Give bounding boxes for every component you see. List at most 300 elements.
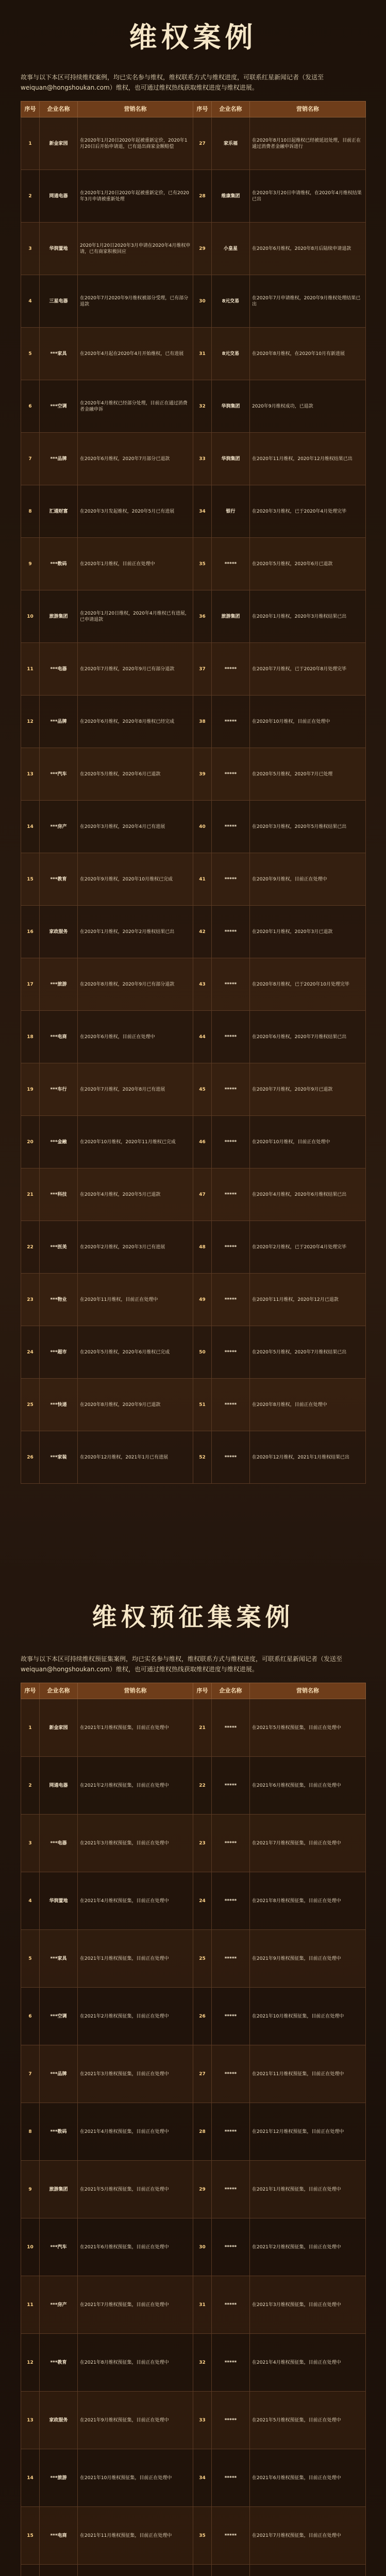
- case-detail: 在2021年9月维权预征集，目前正在处理中: [250, 1930, 366, 1988]
- table-row: [21, 433, 366, 485]
- company-name: 新金家园: [40, 117, 78, 170]
- case-detail: 在2020年1月20日维权，2020年4月维权已有进展，已申请退款: [78, 590, 193, 643]
- row-number: 44: [193, 1011, 212, 1063]
- company-name: *****: [212, 643, 250, 696]
- company-name: 旅游集团: [40, 2161, 78, 2218]
- case-detail: 在2020年3月维权，2020年4月已有进展: [78, 801, 193, 853]
- company-name: 家政服务: [40, 906, 78, 958]
- case-detail: 在2021年7月维权预征集，目前正在处理中: [78, 2276, 193, 2334]
- company-name: *****: [212, 1168, 250, 1221]
- company-name: *****: [212, 1872, 250, 1930]
- table-row: [21, 2218, 366, 2276]
- row-number: 35: [193, 538, 212, 590]
- case-detail: 在2020年7月2020年9月维权被部分受理，已有部分退款: [78, 275, 193, 328]
- case-detail: 在2020年4月起在2020年4月开始维权，已有进展: [78, 328, 193, 380]
- row-number: 7: [21, 433, 40, 485]
- company-name: ***超市: [40, 1326, 78, 1379]
- table-row: [21, 1988, 366, 2045]
- row-number: 22: [21, 1221, 40, 1274]
- table-row: [21, 1011, 366, 1063]
- table-row: [21, 2045, 366, 2103]
- table-row: [21, 2392, 366, 2449]
- company-name: 华润集团: [212, 380, 250, 433]
- row-number: 11: [21, 2276, 40, 2334]
- company-name: *****: [212, 2392, 250, 2449]
- company-name: *****: [212, 1431, 250, 1484]
- row-number: 2: [21, 1757, 40, 1815]
- company-name: 华润置地: [40, 223, 78, 275]
- row-number: 14: [21, 801, 40, 853]
- row-number: 37: [193, 643, 212, 696]
- section1-title: 维权案例: [129, 21, 257, 54]
- table-row: [21, 1274, 366, 1326]
- row-number: 8: [21, 485, 40, 538]
- row-number: 1: [21, 1699, 40, 1757]
- row-number: 32: [193, 380, 212, 433]
- row-number: 14: [21, 2449, 40, 2507]
- company-name: ***快递: [40, 1379, 78, 1431]
- company-name: *****: [212, 1815, 250, 1872]
- case-detail: 在2021年1月维权预征集，目前正在处理中: [250, 2161, 366, 2218]
- company-name: ***家装: [40, 1431, 78, 1484]
- company-name: *****: [212, 1011, 250, 1063]
- table-row: [21, 801, 366, 853]
- case-detail: 在2020年1月20日2020年起被重新定价，已有2020年3月申请被重新处理: [78, 170, 193, 223]
- row-number: 48: [193, 1221, 212, 1274]
- table-row: [21, 2565, 366, 2576]
- header-cell: 营销名称: [250, 1683, 366, 1699]
- table-row: [21, 2103, 366, 2161]
- row-number: 7: [21, 2045, 40, 2103]
- company-name: *****: [212, 1274, 250, 1326]
- row-number: 5: [21, 1930, 40, 1988]
- company-name: ***房产: [40, 2276, 78, 2334]
- case-detail: 在2020年8月维权，2020年9月已退款: [78, 1379, 193, 1431]
- case-detail: 在2021年8月维权预征集，目前正在处理中: [78, 2334, 193, 2392]
- row-number: 45: [193, 1063, 212, 1116]
- company-name: ***教育: [40, 853, 78, 906]
- company-name: *****: [212, 2161, 250, 2218]
- case-detail: 在2020年3月发起维权，2020年5月已有进展: [78, 485, 193, 538]
- row-number: 8: [21, 2103, 40, 2161]
- section2-title: 维权预征集案例: [92, 1603, 294, 1632]
- table-row: [21, 1116, 366, 1168]
- company-name: ***房产: [40, 801, 78, 853]
- row-number: 19: [21, 1063, 40, 1116]
- company-name: 8元交易: [212, 328, 250, 380]
- row-number: 17: [21, 958, 40, 1011]
- company-name: ***车行: [40, 1063, 78, 1116]
- row-number: 47: [193, 1168, 212, 1221]
- row-number: 49: [193, 1274, 212, 1326]
- case-detail: 在2020年6月维权，目前正在处理中: [78, 1011, 193, 1063]
- case-detail: 在2020年1月20日2020年起被重新定价，2020年1月20日后开始申请退，已有退出商家金额赔偿: [78, 117, 193, 170]
- table-row: [21, 117, 366, 170]
- case-detail: 在2020年7月维权，2020年9月已有部分退款: [78, 643, 193, 696]
- row-number: 27: [193, 2045, 212, 2103]
- company-name: ***空调: [40, 1988, 78, 2045]
- company-name: *****: [212, 2103, 250, 2161]
- table-row: [21, 906, 366, 958]
- row-number: 28: [193, 170, 212, 223]
- case-detail: 在2021年9月维权预征集，目前正在处理中: [78, 2392, 193, 2449]
- company-name: *****: [212, 801, 250, 853]
- table-row: [21, 2334, 366, 2392]
- company-name: ***家具: [40, 328, 78, 380]
- company-name: *****: [212, 2045, 250, 2103]
- company-name: [212, 2565, 250, 2576]
- row-number: 21: [193, 1699, 212, 1757]
- table-row: [21, 538, 366, 590]
- company-name: ***旅游: [40, 2449, 78, 2507]
- case-detail: 2020年1月20日2020年3月申请在2020年4月维权申请，已有商家积极回应: [78, 223, 193, 275]
- company-name: 三星电器: [40, 275, 78, 328]
- case-detail: 在2021年7月维权预征集，目前正在处理中: [250, 2507, 366, 2565]
- section2-table: [21, 1683, 366, 2576]
- table-row: [21, 2276, 366, 2334]
- table-row: [21, 590, 366, 643]
- case-detail: 在2020年1月维权，目前正在处理中: [78, 538, 193, 590]
- case-detail: 在2021年4月维权预征集，目前正在处理中: [250, 2334, 366, 2392]
- table-row: [21, 1930, 366, 1988]
- row-number: 38: [193, 696, 212, 748]
- company-name: ***品牌: [40, 696, 78, 748]
- table-row: [21, 328, 366, 380]
- case-detail: 在2020年10月维权，目前正在处理中: [250, 696, 366, 748]
- case-detail: 在2020年5月维权，2020年6月已退款: [250, 538, 366, 590]
- table-row: [21, 1063, 366, 1116]
- row-number: 20: [21, 1116, 40, 1168]
- case-detail: 在2021年6月维权预征集，目前正在处理中: [250, 2449, 366, 2507]
- case-detail: 在2020年8月维权，在2020年10月有新进展: [250, 328, 366, 380]
- case-detail: 在2020年7月维权，2020年8月已有进展: [78, 1063, 193, 1116]
- case-detail: 在2020年1月维权，2020年3月已退款: [250, 906, 366, 958]
- company-name: 华润集团: [212, 433, 250, 485]
- company-name: ***物业: [40, 1274, 78, 1326]
- row-number: 3: [21, 223, 40, 275]
- case-detail: [78, 2565, 193, 2576]
- company-name: ***品牌: [40, 2045, 78, 2103]
- company-name: *****: [212, 748, 250, 801]
- company-name: ***电器: [40, 643, 78, 696]
- case-detail: 在2021年1月维权预征集，目前正在处理中: [78, 1699, 193, 1757]
- table-row: [21, 748, 366, 801]
- company-name: *****: [212, 1379, 250, 1431]
- row-number: 13: [21, 748, 40, 801]
- company-name: ***金融: [40, 1116, 78, 1168]
- case-detail: 在2020年9月维权，2020年10月维权已完成: [78, 853, 193, 906]
- case-detail: 在2020年8月维权，目前正在处理中: [250, 1379, 366, 1431]
- case-detail: 在2021年2月维权预征集，目前正在处理中: [78, 1988, 193, 2045]
- row-number: 52: [193, 1431, 212, 1484]
- row-number: 41: [193, 853, 212, 906]
- case-detail: 在2020年5月维权，2020年7月已处理: [250, 748, 366, 801]
- row-number: 4: [21, 275, 40, 328]
- company-name: 银行: [212, 485, 250, 538]
- company-name: *****: [212, 1699, 250, 1757]
- row-number: 43: [193, 958, 212, 1011]
- case-detail: 在2021年8月维权预征集，目前正在处理中: [250, 1872, 366, 1930]
- company-name: *****: [212, 696, 250, 748]
- company-name: ***汽车: [40, 2218, 78, 2276]
- row-number: 1: [21, 117, 40, 170]
- table-row: [21, 696, 366, 748]
- case-detail: 在2020年5月维权，2020年6月维权已完成: [78, 1326, 193, 1379]
- section2: [0, 1582, 386, 2576]
- company-name: *****: [212, 1116, 250, 1168]
- case-detail: 在2021年10月维权预征集，目前正在处理中: [250, 1988, 366, 2045]
- company-name: 网通电器: [40, 1757, 78, 1815]
- header-cell: 序号: [21, 101, 40, 117]
- table-row: [21, 2161, 366, 2218]
- header-cell: 营销名称: [78, 101, 193, 117]
- case-detail: 在2021年5月维权预征集，目前正在处理中: [250, 1699, 366, 1757]
- row-number: 34: [193, 2449, 212, 2507]
- case-detail: 在2021年2月维权预征集，目前正在处理中: [78, 1757, 193, 1815]
- case-detail: 在2020年12月维权，2021年1月维权结果已出: [250, 1431, 366, 1484]
- table-row: [21, 380, 366, 433]
- table-row: [21, 853, 366, 906]
- company-name: *****: [212, 1221, 250, 1274]
- case-detail: 在2021年6月维权预征集，目前正在处理中: [250, 1757, 366, 1815]
- row-number: 27: [193, 117, 212, 170]
- table-row: [21, 1872, 366, 1930]
- table-row: [21, 1757, 366, 1815]
- company-name: 旅游集团: [212, 590, 250, 643]
- row-number: 10: [21, 2218, 40, 2276]
- row-number: 10: [21, 590, 40, 643]
- row-number: 11: [21, 643, 40, 696]
- row-number: 26: [21, 1431, 40, 1484]
- section2-header-row: [21, 1683, 366, 1699]
- case-detail: 在2020年5月维权，2020年6月已退款: [78, 748, 193, 801]
- case-detail: 在2020年6月维权，2020年8月维权已经完成: [78, 696, 193, 748]
- case-detail: 在2020年4月维权已经部分处理，目前正在通过消费者金融申诉: [78, 380, 193, 433]
- row-number: 32: [193, 2334, 212, 2392]
- company-name: 家政服务: [40, 2392, 78, 2449]
- company-name: 新金家园: [40, 1699, 78, 1757]
- company-name: ***家具: [40, 1930, 78, 1988]
- row-number: 35: [193, 2507, 212, 2565]
- case-detail: 在2021年12月维权预征集，目前正在处理中: [250, 2103, 366, 2161]
- row-number: 29: [193, 2161, 212, 2218]
- company-name: 家乐福: [212, 117, 250, 170]
- row-number: 13: [21, 2392, 40, 2449]
- company-name: *****: [212, 2449, 250, 2507]
- company-name: 汇通财富: [40, 485, 78, 538]
- row-number: 40: [193, 801, 212, 853]
- case-detail: 在2020年3月20日申请维权，在2020年4月维权结果已出: [250, 170, 366, 223]
- case-detail: 在2021年5月维权预征集，目前正在处理中: [250, 2392, 366, 2449]
- row-number: 36: [193, 590, 212, 643]
- company-name: 华润置地: [40, 1872, 78, 1930]
- case-detail: 在2021年5月维权预征集，目前正在处理中: [78, 2161, 193, 2218]
- case-detail: 在2021年3月维权预征集，目前正在处理中: [250, 2276, 366, 2334]
- row-number: 50: [193, 1326, 212, 1379]
- company-name: *****: [212, 906, 250, 958]
- section1-header-row: [21, 101, 366, 117]
- case-detail: 在2020年4月维权，2020年5月已退款: [78, 1168, 193, 1221]
- table-row: [21, 1379, 366, 1431]
- case-detail: 在2020年7月维权，2020年9月已退款: [250, 1063, 366, 1116]
- case-detail: 在2020年3月维权，2020年5月维权结果已出: [250, 801, 366, 853]
- table-row: [21, 2449, 366, 2507]
- header-cell: 企业名称: [40, 1683, 78, 1699]
- section1-banner: [0, 0, 386, 72]
- row-number: 30: [193, 275, 212, 328]
- section2-notice: 故事与以下本区可持续维权预征集案例，均已实名参与维权，维权联系方式与维权进度，可联系红星新闻记者（发送至weiquan@hongshoukan.com）维权，也可通过维权热线获取维权进度与维权进展。: [21, 1655, 343, 1673]
- row-number: 28: [193, 2103, 212, 2161]
- company-name: ***旅游: [40, 958, 78, 1011]
- company-name: *****: [212, 2334, 250, 2392]
- company-name: *****: [212, 2507, 250, 2565]
- company-name: ***科技: [40, 1168, 78, 1221]
- case-detail: 在2021年3月维权预征集，目前正在处理中: [78, 2045, 193, 2103]
- header-cell: 企业名称: [212, 1683, 250, 1699]
- table-row: [21, 275, 366, 328]
- company-name: *****: [212, 2218, 250, 2276]
- case-detail: 在2020年6月维权，2020年8月后陆续申请退款: [250, 223, 366, 275]
- row-number: 22: [193, 1757, 212, 1815]
- row-number: 34: [193, 485, 212, 538]
- row-number: 2: [21, 170, 40, 223]
- table-row: [21, 170, 366, 223]
- company-name: ***品牌: [40, 433, 78, 485]
- case-detail: 在2020年5月维权，2020年7月维权结果已出: [250, 1326, 366, 1379]
- company-name: *****: [212, 1930, 250, 1988]
- company-name: 维康集团: [212, 170, 250, 223]
- company-name: 旅游集团: [40, 590, 78, 643]
- row-number: 23: [193, 1815, 212, 1872]
- row-number: 33: [193, 433, 212, 485]
- row-number: 33: [193, 2392, 212, 2449]
- row-number: 3: [21, 1815, 40, 1872]
- case-detail: [250, 2565, 366, 2576]
- case-detail: 在2020年2月维权，已于2020年4月处理完毕: [250, 1221, 366, 1274]
- case-detail: 2020年9月维权成功，已退款: [250, 380, 366, 433]
- company-name: *****: [212, 538, 250, 590]
- company-name: 8元交易: [212, 275, 250, 328]
- row-number: 12: [21, 696, 40, 748]
- table-row: [21, 485, 366, 538]
- row-number: 16: [21, 906, 40, 958]
- case-detail: 在2020年10月维权，2020年11月维权已完成: [78, 1116, 193, 1168]
- company-name: *****: [212, 2276, 250, 2334]
- row-number: 12: [21, 2334, 40, 2392]
- company-name: ***教育: [40, 2334, 78, 2392]
- row-number: 21: [21, 1168, 40, 1221]
- row-number: 30: [193, 2218, 212, 2276]
- case-detail: 在2020年7月申请维权，2020年9月维权处理结果已出: [250, 275, 366, 328]
- case-detail: 在2020年4月维权，2020年6月维权结果已出: [250, 1168, 366, 1221]
- case-detail: 在2020年11月维权，目前正在处理中: [78, 1274, 193, 1326]
- table-row: [21, 1431, 366, 1484]
- case-detail: 在2020年2月维权，2020年3月已有进展: [78, 1221, 193, 1274]
- case-detail: 在2021年4月维权预征集，目前正在处理中: [78, 1872, 193, 1930]
- header-cell: 序号: [193, 1683, 212, 1699]
- case-detail: 在2020年3月维权，已于2020年4月处理完毕: [250, 485, 366, 538]
- table-row: [21, 1326, 366, 1379]
- table-row: [21, 223, 366, 275]
- table-row: [21, 1168, 366, 1221]
- case-detail: 在2021年3月维权预征集，目前正在处理中: [78, 1815, 193, 1872]
- case-detail: 在2021年4月维权预征集，目前正在处理中: [78, 2103, 193, 2161]
- row-number: 26: [193, 1988, 212, 2045]
- table-row: [21, 1221, 366, 1274]
- case-detail: 在2021年7月维权预征集，目前正在处理中: [250, 1815, 366, 1872]
- header-cell: 企业名称: [212, 101, 250, 117]
- company-name: ***空调: [40, 380, 78, 433]
- row-number: 46: [193, 1116, 212, 1168]
- section2-table-body: [21, 1699, 366, 2576]
- company-name: ***数码: [40, 538, 78, 590]
- company-name: *****: [212, 1063, 250, 1116]
- table-row: [21, 643, 366, 696]
- row-number: 23: [21, 1274, 40, 1326]
- case-detail: 在2021年2月维权预征集，目前正在处理中: [250, 2218, 366, 2276]
- case-detail: 在2020年12月维权，2021年1月已有进展: [78, 1431, 193, 1484]
- header-cell: 序号: [193, 101, 212, 117]
- case-detail: 在2020年6月维权，2020年7月部分已退款: [78, 433, 193, 485]
- company-name: *****: [212, 1988, 250, 2045]
- company-name: 小皇星: [212, 223, 250, 275]
- row-number: 39: [193, 748, 212, 801]
- row-number: 31: [193, 2276, 212, 2334]
- company-name: *****: [212, 958, 250, 1011]
- case-detail: 在2021年1月维权预征集，目前正在处理中: [78, 1930, 193, 1988]
- case-detail: 在2020年11月维权，2020年12月维权结果已出: [250, 433, 366, 485]
- company-name: *****: [212, 1757, 250, 1815]
- company-name: 网通电器: [40, 170, 78, 223]
- company-name: ***数码: [40, 2103, 78, 2161]
- case-detail: 在2021年10月维权预征集，目前正在处理中: [78, 2449, 193, 2507]
- row-number: 4: [21, 1872, 40, 1930]
- company-name: [40, 2565, 78, 2576]
- company-name: ***电商: [40, 1011, 78, 1063]
- company-name: ***电器: [40, 1815, 78, 1872]
- table-row: [21, 1815, 366, 1872]
- row-number: 31: [193, 328, 212, 380]
- row-number: 9: [21, 538, 40, 590]
- section1-notice: 故事与以下本区可持续维权案例，均已实名参与维权，维权联系方式与维权进度，可联系红星新闻记者（发送至weiquan@hongshoukan.com）维权，也可通过维权热线获取维权进度与维权进展。: [21, 74, 324, 91]
- row-number: 29: [193, 223, 212, 275]
- case-detail: 在2020年10月维权，目前正在处理中: [250, 1116, 366, 1168]
- section1-table: [21, 101, 366, 1484]
- case-detail: 在2020年7月维权，已于2020年8月处理完毕: [250, 643, 366, 696]
- company-name: *****: [212, 1326, 250, 1379]
- table-row: [21, 1699, 366, 1757]
- row-number: 5: [21, 328, 40, 380]
- case-detail: 在2021年6月维权预征集，目前正在处理中: [78, 2218, 193, 2276]
- case-detail: 在2021年11月维权预征集，目前正在处理中: [250, 2045, 366, 2103]
- row-number: 6: [21, 1988, 40, 2045]
- company-name: *****: [212, 853, 250, 906]
- header-cell: 序号: [21, 1683, 40, 1699]
- row-number: [21, 2565, 40, 2576]
- row-number: 9: [21, 2161, 40, 2218]
- row-number: 24: [21, 1326, 40, 1379]
- row-number: 15: [21, 853, 40, 906]
- case-detail: 在2020年11月维权，2020年12月已退款: [250, 1274, 366, 1326]
- header-cell: 企业名称: [40, 101, 78, 117]
- table-row: [21, 2507, 366, 2565]
- row-number: 25: [21, 1379, 40, 1431]
- row-number: 18: [21, 1011, 40, 1063]
- row-number: 15: [21, 2507, 40, 2565]
- case-detail: 在2020年6月维权，2020年7月维权结果已出: [250, 1011, 366, 1063]
- row-number: [193, 2565, 212, 2576]
- row-number: 6: [21, 380, 40, 433]
